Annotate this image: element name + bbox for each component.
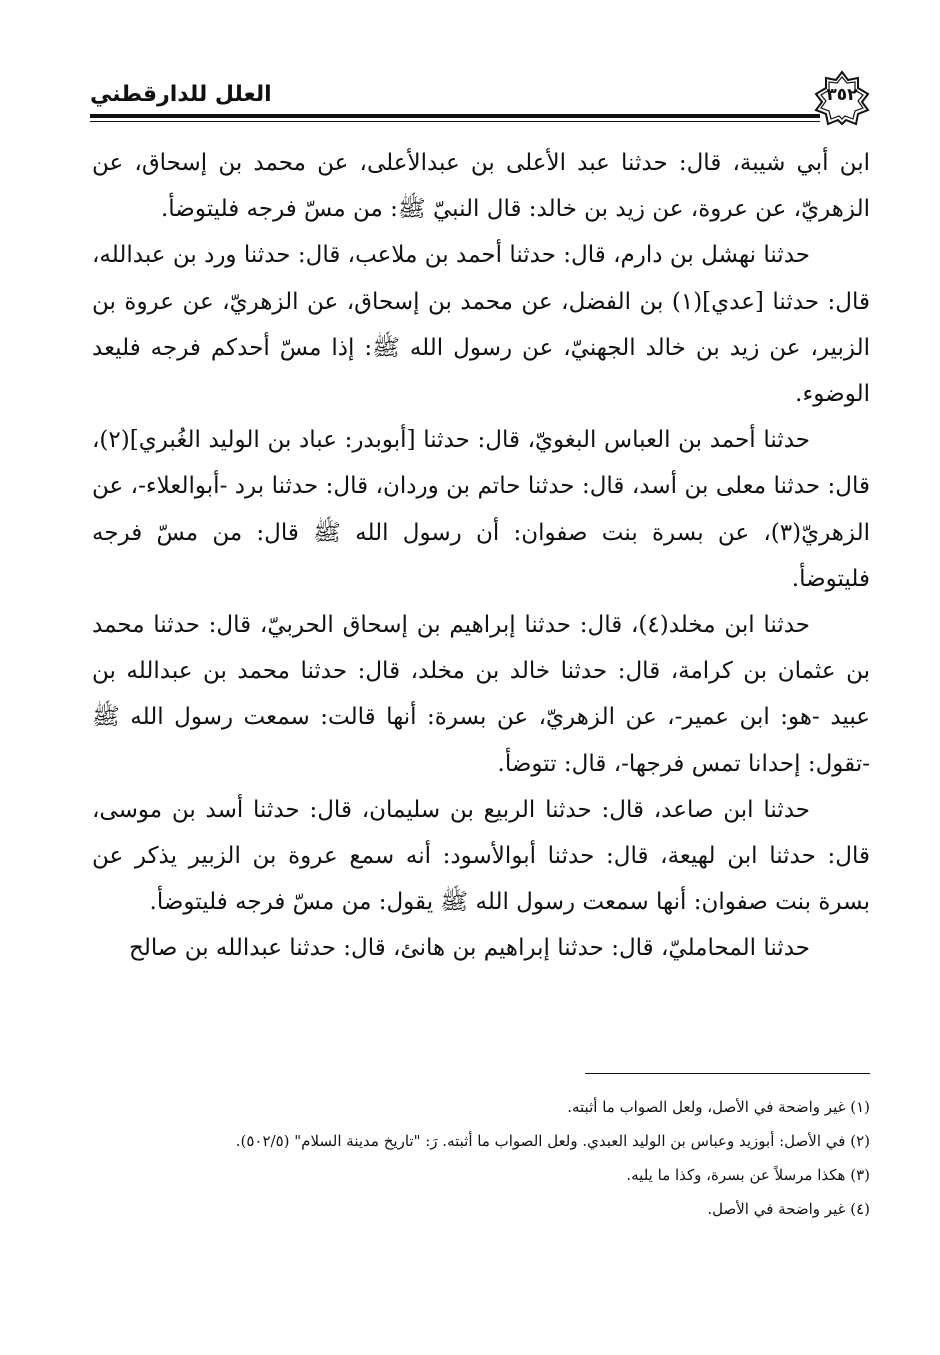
running-title: العلل للدارقطني <box>90 82 272 107</box>
footnote: (٢) في الأصل: أبوزيد وعباس بن الوليد العبدي. ولعل الصواب ما أثبته. رَ: "تاريخ مدينة السلام" (٥٠٢/٥). <box>235 1132 870 1150</box>
paragraph: ابن أبي شيبة، قال: حدثنا عبد الأعلى بن عبدالأعلى، عن محمد بن إسحاق، عن الزهريّ، عن عروة، عن زيد بن خالد: قال النبيّ ﷺ: من مسّ فرجه فليتوضأ. <box>92 150 870 223</box>
paragraph: حدثنا ابن مخلد(٤)، قال: حدثنا إبراهيم بن إسحاق الحربيّ، قال: حدثنا محمد بن عثمان بن كرامة، قال: حدثنا خالد بن مخلد، قال: حدثنا محمد بن عبدالله بن عبيد -هو: ابن عمير-، عن الزهريّ، عن بسرة: أنها قالت: سمعت رسول الله ﷺ -تقول: إحدانا تمس فرجها-، قال: تتوضأ. <box>92 612 870 777</box>
page-header <box>90 70 870 126</box>
footnote: (١) غير واضحة في الأصل، ولعل الصواب ما أثبته. <box>567 1098 870 1116</box>
footnotes <box>92 1092 870 1228</box>
header-rule-thin <box>90 121 820 122</box>
footnote-separator <box>585 1073 870 1074</box>
footnote: (٤) غير واضحة في الأصل. <box>707 1200 870 1218</box>
paragraph: حدثنا ابن صاعد، قال: حدثنا الربيع بن سليمان، قال: حدثنا أسد بن موسى، قال: حدثنا ابن لهيعة، قال: حدثنا أبوالأسود: أنه سمع عروة بن الزبير يذكر عن بسرة بنت صفوان: أنها سمعت رسول الله ﷺ يقول: من مسّ فرجه فليتوضأ. <box>92 796 870 916</box>
paragraph: حدثنا نهشل بن دارم، قال: حدثنا أحمد بن ملاعب، قال: حدثنا ورد بن عبدالله، قال: حدثنا [عدي](١) بن الفضل، عن محمد بن إسحاق، عن الزهريّ، عن عروة بن الزبير، عن زيد بن خالد الجهنيّ، عن رسول الله ﷺ: إذا مسّ أحدكم فرجه فليعد الوضوء. <box>92 242 870 408</box>
footnote: (٣) هكذا مرسلاً عن بسرة، وكذا ما يليه. <box>626 1166 870 1184</box>
header-rule <box>90 114 820 118</box>
paragraph: حدثنا المحامليّ، قال: حدثنا إبراهيم بن هانئ، قال: حدثنا عبدالله بن صالح <box>128 935 810 962</box>
page-number: ٣٥٢ <box>826 85 858 105</box>
paragraph: حدثنا أحمد بن العباس البغويّ، قال: حدثنا [أبوبدر: عباد بن الوليد الغُبري](٢)، قال: حدثنا معلى بن أسد، قال: حدثنا حاتم بن وردان، قال: حدثنا برد -أبوالعلاء-، عن الزهريّ(٣)، عن بسرة بنت صفوان: أن رسول الله ﷺ قال: من مسّ فرجه فليتوضأ. <box>92 427 870 592</box>
main-text <box>92 140 870 972</box>
